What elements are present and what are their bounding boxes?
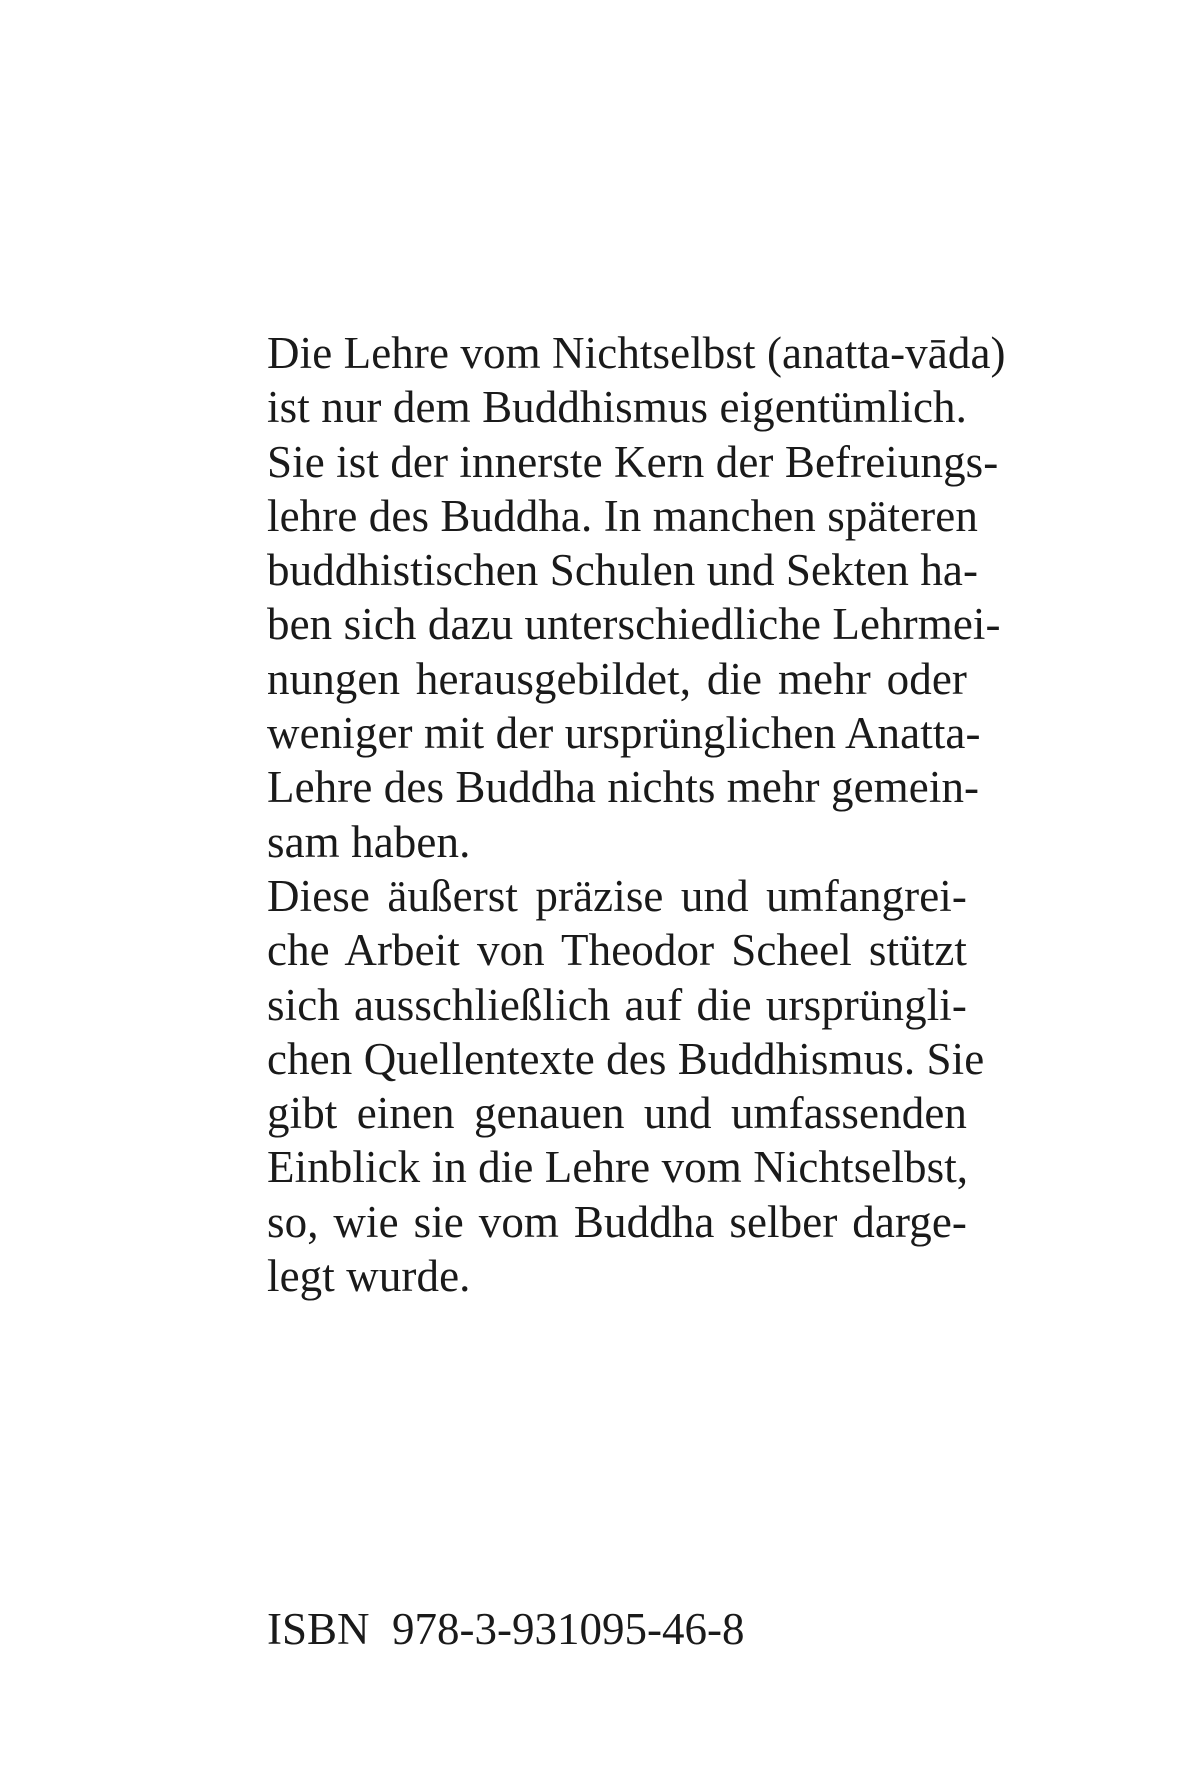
text-line: Sie ist der innerste Kern der Befreiungs- <box>267 436 999 487</box>
text-line: so, wie sie vom Buddha selber darge- <box>267 1196 967 1247</box>
text-line: Diese äußerst präzise und umfangrei- <box>267 870 967 921</box>
text-line: chen Quellentexte des Buddhismus. Sie <box>267 1033 985 1084</box>
text-line: lehre des Buddha. In manchen späteren <box>267 490 978 541</box>
text-line: che Arbeit von Theodor Scheel stützt <box>267 925 967 976</box>
isbn <box>267 1602 744 1656</box>
text-line: weniger mit der ursprünglichen Anatta- <box>267 708 981 759</box>
text-line: ist nur dem Buddhismus eigentümlich. <box>267 382 967 433</box>
text-line: Lehre des Buddha nichts mehr gemein- <box>267 762 980 813</box>
text-line: sam haben. <box>267 816 471 867</box>
text-line: buddhistischen Schulen und Sekten ha- <box>267 545 979 596</box>
text-line: Einblick in die Lehre vom Nichtselbst, <box>267 1142 969 1193</box>
isbn-label: ISBN <box>267 1604 370 1654</box>
isbn-number: 978-3-931095-46-8 <box>392 1604 745 1654</box>
blurb-paragraph-1 <box>267 326 1006 869</box>
text-line: legt wurde. <box>267 1251 471 1302</box>
blurb-text <box>267 326 1006 1303</box>
text-line: sich ausschließlich auf die ursprüngli- <box>267 979 967 1030</box>
text-line: gibt einen genauen und umfassenden <box>267 1088 967 1139</box>
blurb-paragraph-2 <box>267 869 985 1303</box>
text-line: Die Lehre vom Nichtselbst (anatta-vāda) <box>267 328 1006 378</box>
text-line: ben sich dazu unterschiedliche Lehrmei- <box>267 599 1001 650</box>
text-line: nungen herausgebildet, die mehr oder <box>267 653 967 704</box>
